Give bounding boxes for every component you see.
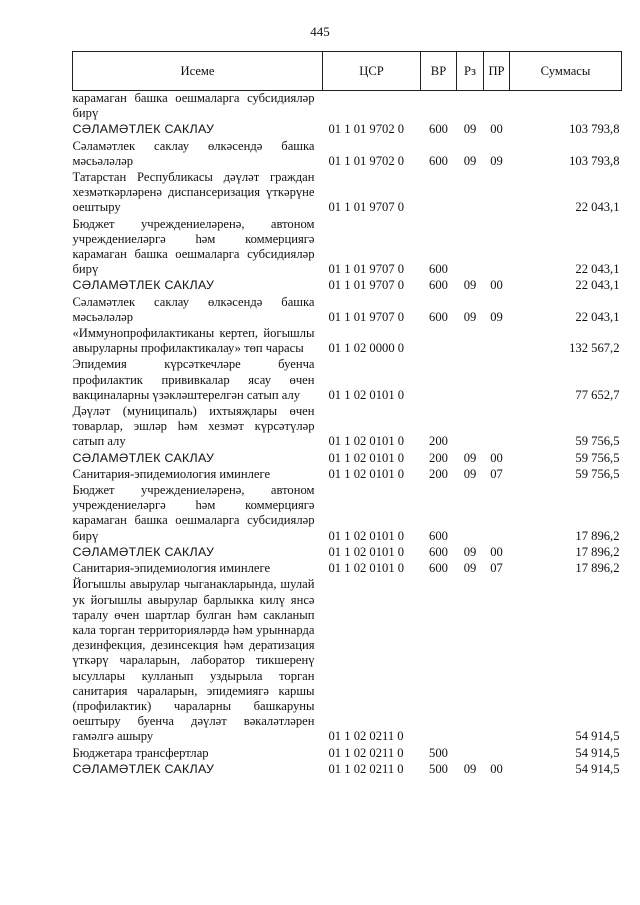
row-sum: 103 793,8 — [569, 122, 620, 137]
row-pr: 09 — [490, 309, 503, 324]
row-csr: 01 1 01 9707 0 — [328, 278, 405, 293]
row-name: Сәламәтлек саклау өлкәсендә башка мәсьәләләр — [72, 138, 315, 168]
row-vr — [421, 356, 457, 403]
row-rz: 09 — [463, 544, 477, 559]
page-number: 445 — [310, 24, 330, 39]
row-pr — [484, 745, 510, 761]
row-rz — [457, 482, 484, 544]
row-vr: 600 — [429, 544, 448, 559]
row-sum: 77 652,7 — [575, 387, 620, 402]
row-vr: 600 — [429, 153, 448, 168]
row-name: СӘЛАМӘТЛЕК САКЛАУ — [72, 278, 215, 293]
row-rz — [457, 325, 484, 356]
row-name: Бюджетара трансфертлар — [72, 745, 209, 760]
row-sum: 17 896,2 — [575, 561, 620, 576]
row-sum — [510, 91, 622, 122]
row-pr: 00 — [490, 544, 503, 559]
row-name: карамаган башка оешмаларга субсидияләр бирү — [72, 91, 315, 121]
row-name: Санитария-эпидемиология иминлеге — [72, 466, 271, 481]
row-csr: 01 1 01 9702 0 — [328, 153, 405, 168]
row-name: СӘЛАМӘТЛЕК САКЛАУ — [72, 761, 215, 776]
row-pr — [484, 482, 510, 544]
row-sum: 54 914,5 — [575, 761, 620, 776]
table-row — [73, 544, 622, 560]
row-vr — [421, 325, 457, 356]
row-pr: 00 — [490, 761, 503, 776]
column-header-rz: Рз — [457, 52, 484, 91]
row-vr: 500 — [429, 761, 448, 776]
row-csr: 01 1 01 9707 0 — [328, 200, 405, 215]
column-header-csr: ЦСР — [323, 52, 421, 91]
row-csr: 01 1 02 0101 0 — [328, 544, 405, 559]
row-pr — [484, 216, 510, 278]
table-row — [73, 138, 622, 169]
row-rz — [457, 91, 484, 122]
row-csr: 01 1 01 9702 0 — [328, 122, 405, 137]
row-name: Йогышлы авырулар чыганакларында, шулай ук йогышлы авырулар барлыкка килү янсә таралу өчен шартлар булган һәм сакланып кала торган территорияләрдә һәм урыннарда дезинфекция, дезинсекция һәм дератизация үткәрү чараларын, лаборатор тикшеренү ысуллары кулланып уздырыла торган санитария чараларын, эпидемиягә каршы (профилактик) чараларны башкаруны оештыру буенча дәүләт вәкаләтләрен гамәлгә ашыру — [72, 577, 315, 744]
row-sum: 22 043,1 — [575, 200, 620, 215]
row-sum: 17 896,2 — [575, 544, 620, 559]
row-rz: 09 — [463, 761, 477, 776]
row-csr: 01 1 02 0211 0 — [328, 729, 404, 744]
table-row — [73, 466, 622, 482]
table-row — [73, 761, 622, 777]
row-rz — [457, 356, 484, 403]
row-rz: 09 — [463, 309, 477, 324]
row-vr: 200 — [429, 434, 448, 449]
row-rz — [457, 576, 484, 744]
table-row — [73, 91, 622, 122]
row-sum: 59 756,5 — [575, 450, 620, 465]
budget-table — [72, 51, 622, 777]
row-pr: 00 — [490, 278, 503, 293]
row-name: Санитария-эпидемиология иминлеге — [72, 561, 271, 576]
row-pr: 00 — [490, 122, 503, 137]
row-sum: 54 914,5 — [575, 729, 620, 744]
row-pr: 00 — [490, 450, 503, 465]
row-vr — [421, 91, 457, 122]
row-csr: 01 1 02 0101 0 — [328, 450, 405, 465]
row-csr: 01 1 01 9707 0 — [328, 262, 405, 277]
table-row — [73, 121, 622, 137]
row-vr: 200 — [429, 450, 448, 465]
row-name: Татарстан Республикасы дәүләт граждан хезмәткәрләренә диспансеризация үткәрүне оештыру — [72, 170, 315, 215]
row-csr — [323, 91, 421, 122]
row-csr: 01 1 02 0101 0 — [328, 466, 405, 481]
row-name: Эпидемия күрсәткечләре буенча профилактик прививкалар ясау өчен вакциналарны үзәкләштерелгән сатып алу — [72, 357, 315, 402]
table-row — [73, 482, 622, 544]
row-rz: 09 — [463, 450, 477, 465]
row-vr: 600 — [429, 262, 448, 277]
row-pr — [484, 356, 510, 403]
row-vr: 600 — [429, 122, 448, 137]
row-pr — [484, 403, 510, 450]
row-rz — [457, 169, 484, 216]
row-pr: 07 — [490, 561, 503, 576]
row-sum: 132 567,2 — [569, 341, 620, 356]
row-name: Бюджет учреждениеләренә, автоном учреждениеләргә һәм коммерциягә карамаган башка оешмаларга субсидияләр бирү — [72, 483, 315, 543]
row-sum: 17 896,2 — [575, 528, 620, 543]
row-rz: 09 — [463, 561, 477, 576]
row-csr: 01 1 02 0211 0 — [328, 761, 404, 776]
row-name: СӘЛАМӘТЛЕК САКЛАУ — [72, 122, 215, 137]
row-rz: 09 — [463, 153, 477, 168]
row-rz: 09 — [463, 278, 477, 293]
row-csr: 01 1 02 0000 0 — [328, 341, 405, 356]
row-sum: 59 756,5 — [575, 466, 620, 481]
table-row — [73, 403, 622, 450]
row-csr: 01 1 01 9707 0 — [328, 309, 405, 324]
row-vr — [421, 169, 457, 216]
table-row — [73, 576, 622, 744]
table-row — [73, 745, 622, 761]
column-header-vr: ВР — [421, 52, 457, 91]
column-header-sum: Суммасы — [510, 52, 622, 91]
row-vr: 200 — [429, 466, 448, 481]
row-pr: 07 — [490, 466, 503, 481]
table-row — [73, 356, 622, 403]
table-row — [73, 560, 622, 576]
column-header-name: Исеме — [73, 52, 323, 91]
row-name: СӘЛАМӘТЛЕК САКЛАУ — [72, 544, 215, 559]
row-pr — [484, 325, 510, 356]
row-pr — [484, 169, 510, 216]
row-rz: 09 — [463, 466, 477, 481]
table-row — [73, 169, 622, 216]
table-row — [73, 325, 622, 356]
row-rz — [457, 216, 484, 278]
row-rz — [457, 403, 484, 450]
row-vr: 600 — [429, 528, 448, 543]
row-vr — [421, 576, 457, 744]
table-row — [73, 216, 622, 278]
row-vr: 600 — [429, 561, 448, 576]
row-name: Сәламәтлек саклау өлкәсендә башка мәсьәләләр — [72, 294, 315, 324]
row-vr: 600 — [429, 309, 448, 324]
row-name: СӘЛАМӘТЛЕК САКЛАУ — [72, 450, 215, 465]
row-csr: 01 1 02 0101 0 — [328, 561, 405, 576]
row-sum: 59 756,5 — [575, 434, 620, 449]
row-sum: 54 914,5 — [575, 745, 620, 760]
row-sum: 103 793,8 — [569, 153, 620, 168]
row-csr: 01 1 02 0211 0 — [328, 745, 404, 760]
row-csr: 01 1 02 0101 0 — [328, 434, 405, 449]
row-csr: 01 1 02 0101 0 — [328, 387, 405, 402]
row-csr: 01 1 02 0101 0 — [328, 528, 405, 543]
row-name: Дәүләт (муниципаль) ихтыяҗлары өчен товарлар, эшләр һәм хезмәт күрсәтүләр сатып алу — [72, 404, 315, 449]
row-sum: 22 043,1 — [575, 278, 620, 293]
row-rz: 09 — [463, 122, 477, 137]
table-row — [73, 294, 622, 325]
table-row — [73, 277, 622, 293]
row-name: Бюджет учреждениеләренә, автоном учреждениеләргә һәм коммерциягә карамаган башка оешмаларга субсидияләр бирү — [72, 216, 315, 277]
table-header-row — [73, 52, 622, 91]
row-pr — [484, 576, 510, 744]
row-pr: 09 — [490, 153, 503, 168]
row-name: «Иммунопрофилактиканы кертеп, йогышлы авыруларны профилактикалау» төп чарасы — [72, 326, 315, 356]
table-row — [73, 450, 622, 466]
row-pr — [484, 91, 510, 122]
row-vr: 500 — [429, 745, 448, 760]
column-header-pr: ПР — [484, 52, 510, 91]
row-vr: 600 — [429, 278, 448, 293]
row-rz — [457, 745, 484, 761]
row-sum: 22 043,1 — [575, 262, 620, 277]
row-sum: 22 043,1 — [575, 309, 620, 324]
